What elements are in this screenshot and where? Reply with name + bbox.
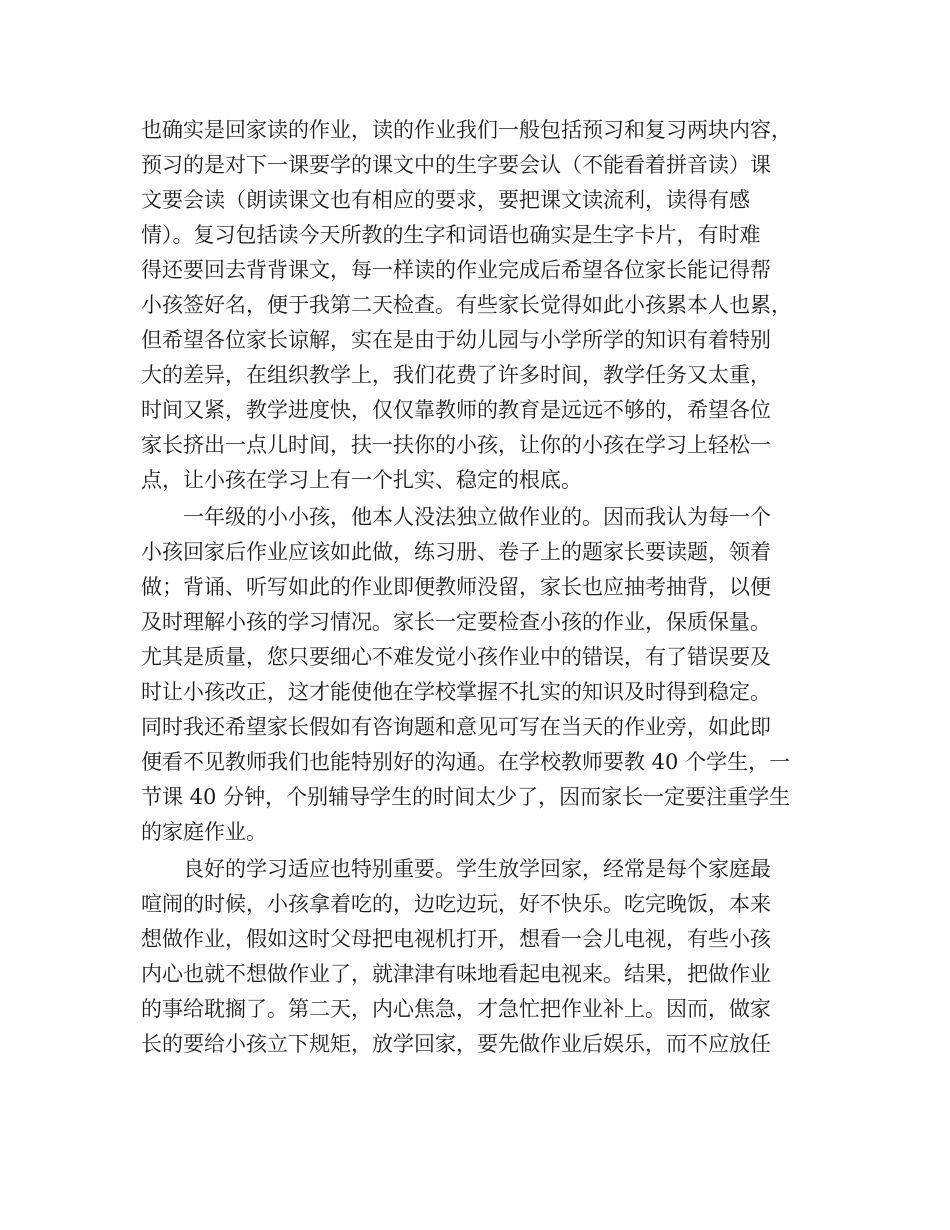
text-line: 尤其是质量，您只要细心不难发觉小孩作业中的错误，有了错误要及 — [141, 645, 771, 669]
document-body — [141, 113, 841, 1062]
text-line: 长的要给小孩立下规矩，放学回家，要先做作业后娱乐，而不应放任 — [141, 1032, 771, 1056]
text-line: 一年级的小小孩，他本人没法独立做作业的。因而我认为每一个 — [141, 505, 771, 529]
text-line: 预习的是对下一课要学的课文中的生字要会认（不能看着拼音读）课 — [141, 153, 771, 177]
text-line: 的家庭作业。 — [141, 820, 267, 844]
text-line: 但希望各位家长谅解，实在是由于幼儿园与小学所学的知识有着特别 — [141, 328, 771, 352]
text-line: 家长挤出一点儿时间，扶一扶你的小孩，让你的小孩在学习上轻松一 — [141, 433, 771, 457]
text-line: 良好的学习适应也特别重要。学生放学回家，经常是每个家庭最 — [141, 857, 771, 881]
text-line: 文要会读（朗读课文也有相应的要求，要把课文读流利，读得有感 — [141, 188, 750, 212]
text-line: 便看不见教师我们也能特别好的沟通。在学校教师要教 40 个学生，一 — [141, 750, 791, 774]
text-line: 小孩签好名，便于我第二天检查。有些家长觉得如此小孩累本人也累， — [141, 293, 792, 317]
paragraph-1 — [141, 113, 841, 498]
text-line: 得还要回去背背课文，每一样读的作业完成后希望各位家长能记得帮 — [141, 258, 771, 282]
text-line: 也确实是回家读的作业，读的作业我们一般包括预习和复习两块内容， — [141, 118, 792, 142]
paragraph-3 — [141, 852, 841, 1062]
text-line: 的事给耽搁了。第二天，内心焦急，才急忙把作业补上。因而，做家 — [141, 997, 771, 1021]
text-line: 时间又紧，教学进度快，仅仅靠教师的教育是远远不够的，希望各位 — [141, 398, 771, 422]
text-line: 大的差异，在组织教学上，我们花费了许多时间，教学任务又太重， — [141, 363, 771, 387]
text-line: 同时我还希望家长假如有咨询题和意见可写在当天的作业旁，如此即 — [141, 715, 771, 739]
text-line: 点，让小孩在学习上有一个扎实、稳定的根底。 — [141, 468, 582, 492]
paragraph-2 — [141, 500, 841, 850]
text-line: 内心也就不想做作业了，就津津有味地看起电视来。结果，把做作业 — [141, 962, 771, 986]
text-line: 节课 40 分钟，个别辅导学生的时间太少了，因而家长一定要注重学生 — [141, 785, 791, 809]
text-line: 时让小孩改正，这才能使他在学校掌握不扎实的知识及时得到稳定。 — [141, 680, 771, 704]
text-line: 及时理解小孩的学习情况。家长一定要检查小孩的作业，保质保量。 — [141, 610, 771, 634]
text-line: 做；背诵、听写如此的作业即便教师没留，家长也应抽考抽背，以便 — [141, 575, 771, 599]
text-line: 想做作业，假如这时父母把电视机打开，想看一会儿电视，有些小孩 — [141, 927, 771, 951]
text-line: 喧闹的时候，小孩拿着吃的，边吃边玩，好不快乐。吃完晚饭，本来 — [141, 892, 771, 916]
text-line: 小孩回家后作业应该如此做，练习册、卷子上的题家长要读题，领着 — [141, 540, 771, 564]
text-line: 情）。复习包括读今天所教的生字和词语也确实是生字卡片，有时难 — [141, 223, 761, 247]
